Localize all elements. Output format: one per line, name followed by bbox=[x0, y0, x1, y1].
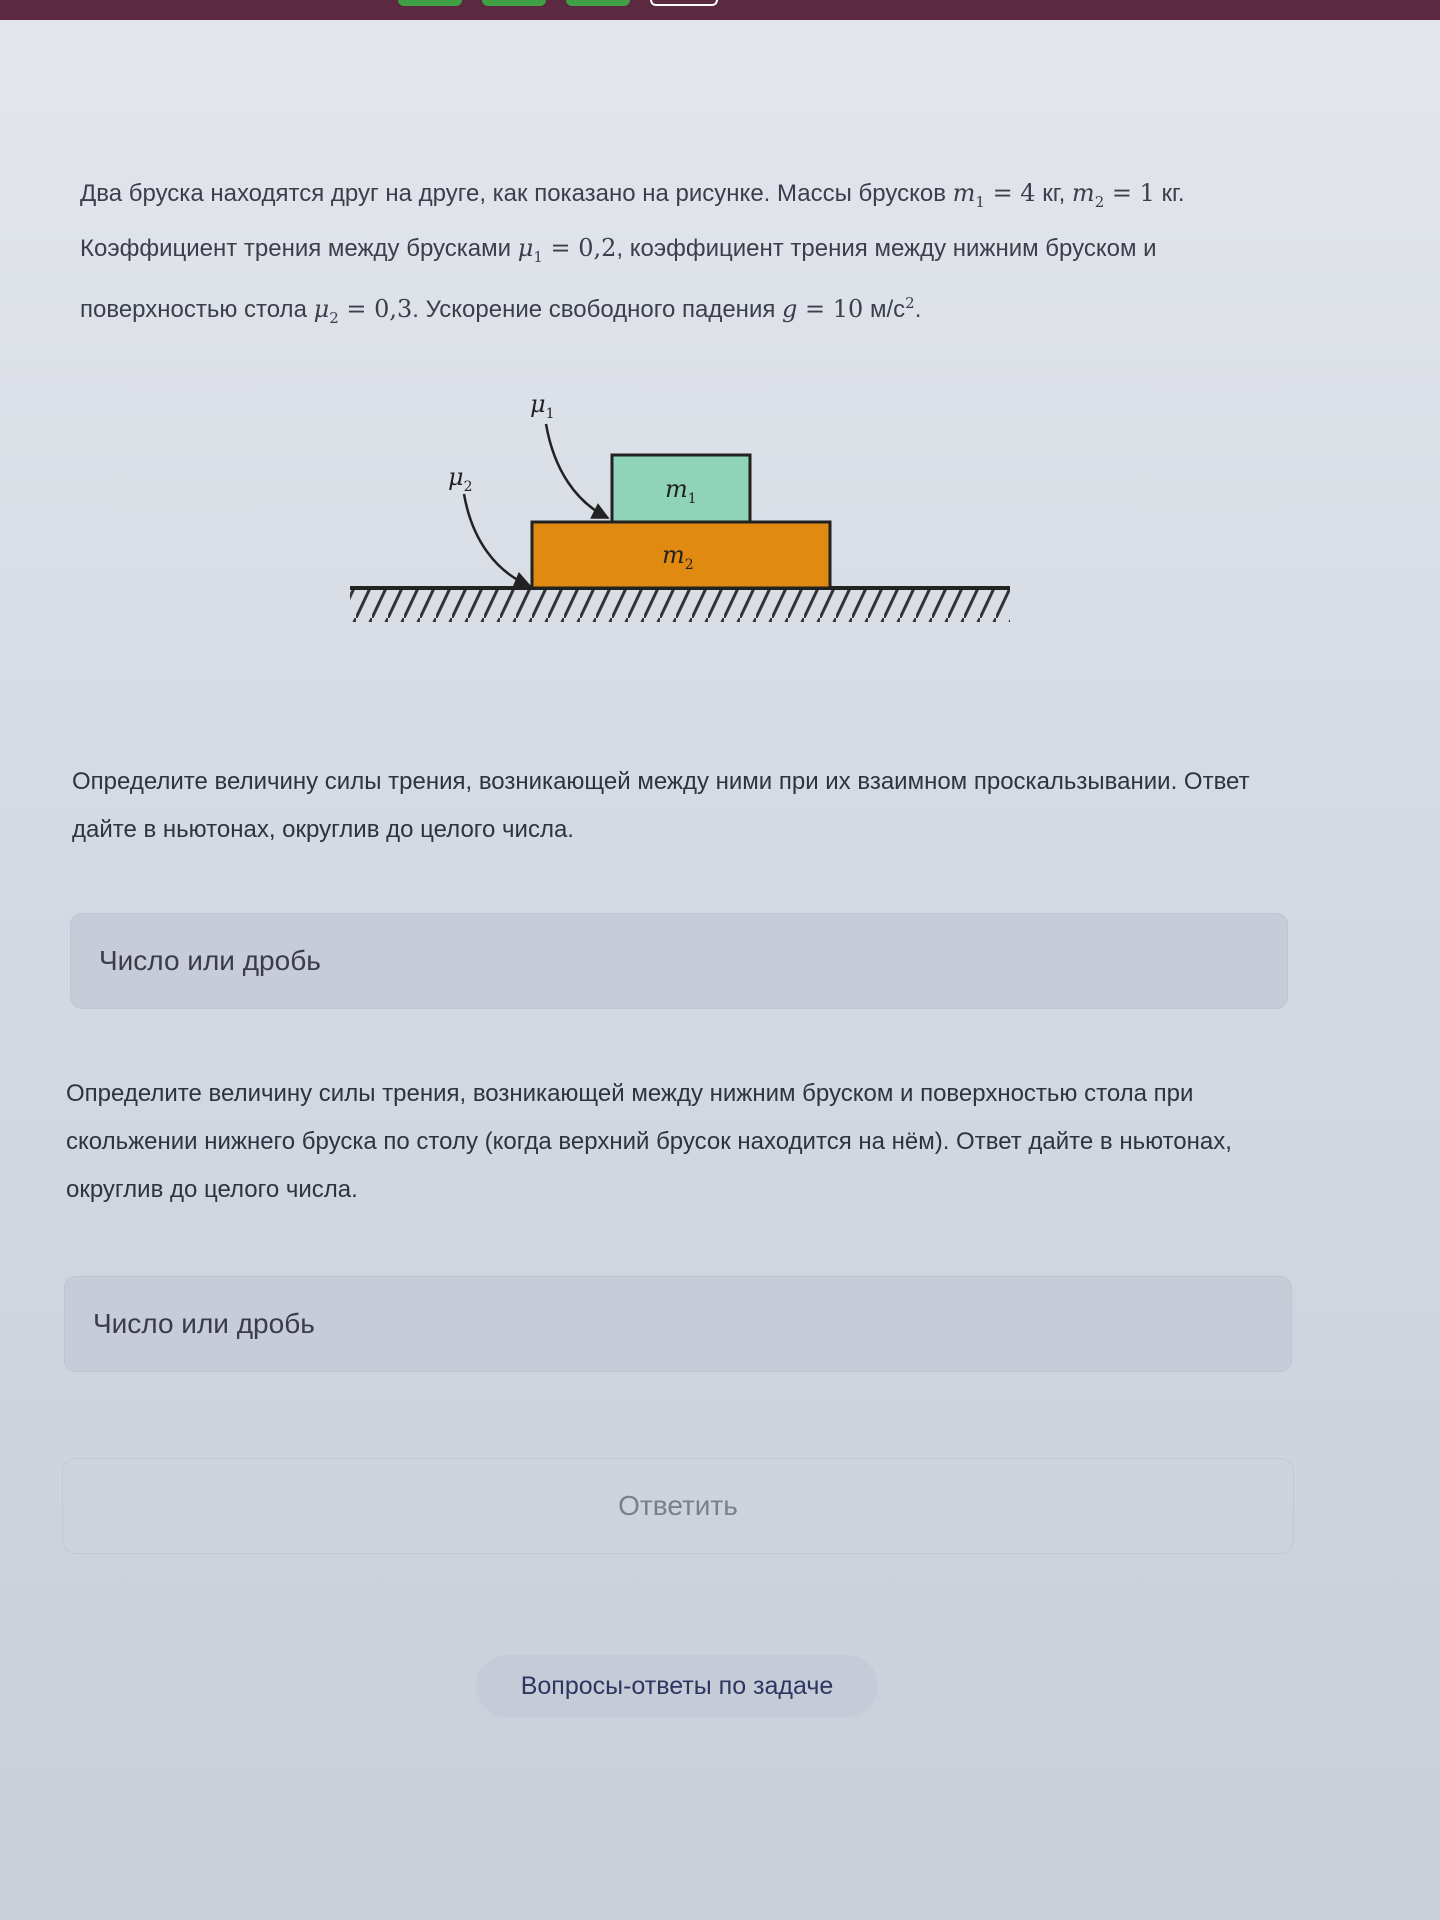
m2-subscript: 2 bbox=[1094, 192, 1105, 211]
faq-button[interactable]: Вопросы-ответы по задаче bbox=[476, 1655, 878, 1717]
mu2-label: $\mu_2$ bbox=[448, 463, 473, 495]
mu1-subscript: 1 bbox=[533, 247, 543, 266]
mu1-label: $\mu_1$ bbox=[530, 390, 555, 422]
g-unit-power: 2 bbox=[905, 293, 915, 312]
mu2-value: = 0,3 bbox=[338, 294, 413, 323]
question-1-text: Определите величину силы трения, возникающей между ними при их взаимном проскальзывании. Ответ дайте в ньютонах, округлив до целого числа. bbox=[72, 768, 1250, 843]
statement-text: . Ускорение свободного падения bbox=[412, 295, 783, 323]
g-value: = 10 bbox=[797, 294, 864, 323]
answer-1-input[interactable] bbox=[97, 944, 1287, 978]
blocks-figure bbox=[340, 380, 1020, 640]
top-tab[interactable] bbox=[398, 0, 462, 6]
top-tab[interactable] bbox=[482, 0, 546, 6]
m1-subscript: 1 bbox=[975, 192, 985, 211]
m2-value: = 1 bbox=[1104, 179, 1155, 207]
top-block-label: $m_1$ bbox=[665, 475, 697, 507]
problem-statement bbox=[80, 170, 1280, 340]
mu1-arrow bbox=[546, 424, 608, 518]
statement-text: Два бруска находятся друг на друге, как показано на рисунке. Массы брусков bbox=[80, 180, 953, 207]
g-symbol: g bbox=[782, 294, 798, 323]
statement-text: , коэффициент трения между нижним бруском и поверхностью стола bbox=[80, 234, 1157, 323]
answer-1-field[interactable] bbox=[70, 913, 1288, 1009]
table-hatching bbox=[350, 588, 1010, 622]
task-page bbox=[0, 20, 1440, 1920]
mu2-symbol: μ bbox=[313, 294, 330, 323]
statement-text: . bbox=[914, 295, 922, 323]
m1-unit: кг, bbox=[1035, 180, 1066, 207]
mu1-value: = 0,2 bbox=[542, 233, 617, 262]
m1-symbol: m bbox=[952, 179, 976, 207]
m2-symbol: m bbox=[1071, 179, 1095, 207]
statement-text: кг. Коэффициент трения между брусками bbox=[80, 180, 1185, 262]
mu2-arrow bbox=[464, 494, 530, 586]
browser-top-bar bbox=[0, 0, 1440, 20]
question-2-text: Определите величину силы трения, возникающей между нижним бруском и поверхностью стола при скольжении нижнего бруска по столу (когда верхний брусок находится на нём). Ответ дайте в ньютонах, округлив до целого числа. bbox=[66, 1080, 1232, 1203]
top-tab[interactable] bbox=[566, 0, 630, 6]
g-unit: м/с bbox=[863, 295, 906, 323]
mu2-subscript: 2 bbox=[329, 308, 339, 327]
top-tab[interactable] bbox=[650, 0, 718, 6]
submit-button[interactable]: Ответить bbox=[62, 1458, 1294, 1554]
bottom-block-label: $m_2$ bbox=[662, 541, 694, 573]
answer-2-input[interactable] bbox=[91, 1307, 1291, 1341]
m1-value: = 4 bbox=[984, 179, 1036, 207]
answer-2-field[interactable] bbox=[64, 1276, 1292, 1372]
mu1-symbol: μ bbox=[517, 233, 534, 262]
